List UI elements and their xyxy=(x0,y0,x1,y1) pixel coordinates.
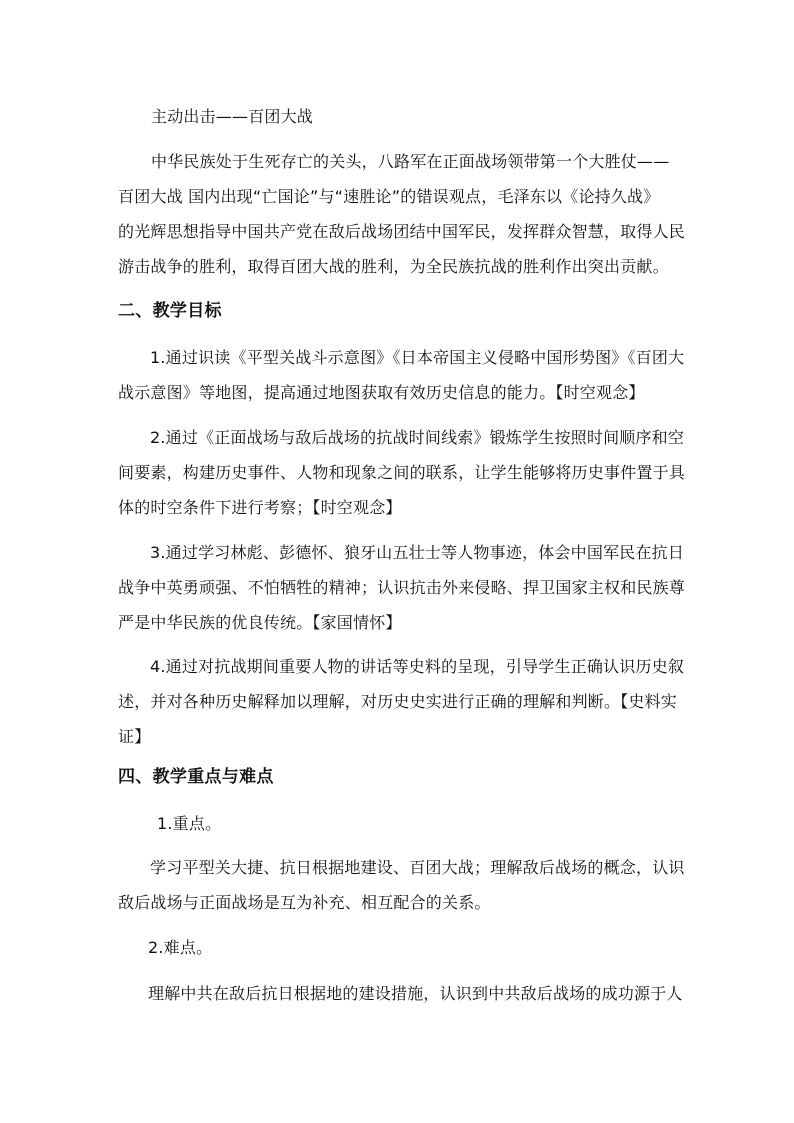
objective-4-line: 述，并对各种历史解释加以理解，对历史史实进行正确的理解和判断。【史料实 xyxy=(118,692,678,711)
intro-paragraph-line: 游击战争的胜利，取得百团大战的胜利，为全民族抗战的胜利作出突出贡献。 xyxy=(118,257,669,276)
intro-subtitle: 主动出击——百团大战 xyxy=(151,107,314,126)
objective-3-line: 战争中英勇顽强、不怕牺牲的精神；认识抗击外来侵略、捍卫国家主权和民族尊 xyxy=(118,578,686,597)
intro-paragraph-line: 百团大战 国内出现“亡国论”与“速胜论”的错误观点，毛泽东以《论持久战》 xyxy=(118,187,660,206)
key-points-heading: 四、教学重点与难点 xyxy=(118,767,274,787)
objective-2-line: 间要素，构建历史事件、人物和现象之间的联系，让学生能够将历史事件置于具 xyxy=(118,463,686,482)
objective-1-line: 1.通过识读《平型关战斗示意图》《日本帝国主义侵略中国形势图》《百团大 xyxy=(150,348,685,367)
intro-paragraph-line: 中华民族处于生死存亡的关头，八路军在正面战场领带第一个大胜仗—— xyxy=(151,152,670,171)
objective-3-line: 严是中华民族的优良传统。【家国情怀】 xyxy=(118,613,402,632)
objectives-heading: 二、教学目标 xyxy=(118,301,222,321)
focus-line: 敌后战场与正面战场是互为补充、相互配合的关系。 xyxy=(118,893,491,912)
difficulty-line: 理解中共在敌后抗日根据地的建设措施，认识到中共敌后战场的成功源于人 xyxy=(148,984,683,1003)
objective-2-line: 体的时空条件下进行考察；【时空观念】 xyxy=(118,498,402,517)
intro-paragraph-line: 的光辉思想指导中国共产党在敌后战场团结中国军民，发挥群众智慧，取得人民 xyxy=(118,222,686,241)
objective-4-line: 证】 xyxy=(118,727,151,746)
objective-4-line: 4.通过对抗战期间重要人物的讲话等史料的呈现，引导学生正确认识历史叙 xyxy=(150,657,685,676)
objective-2-line: 2.通过《正面战场与敌后战场的抗战时间线索》锻炼学生按照时间顺序和空 xyxy=(150,428,685,447)
focus-label: 1.重点。 xyxy=(157,814,222,833)
objective-1-line: 战示意图》等地图，提高通过地图获取有效历史信息的能力。【时空观念】 xyxy=(118,383,645,402)
difficulty-label: 2.难点。 xyxy=(148,938,213,957)
focus-line: 学习平型关大捷、抗日根据地建设、百团大战；理解敌后战场的概念，认识 xyxy=(150,858,685,877)
objective-3-line: 3.通过学习林彪、彭德怀、狼牙山五壮士等人物事迹，体会中国军民在抗日 xyxy=(150,543,685,562)
